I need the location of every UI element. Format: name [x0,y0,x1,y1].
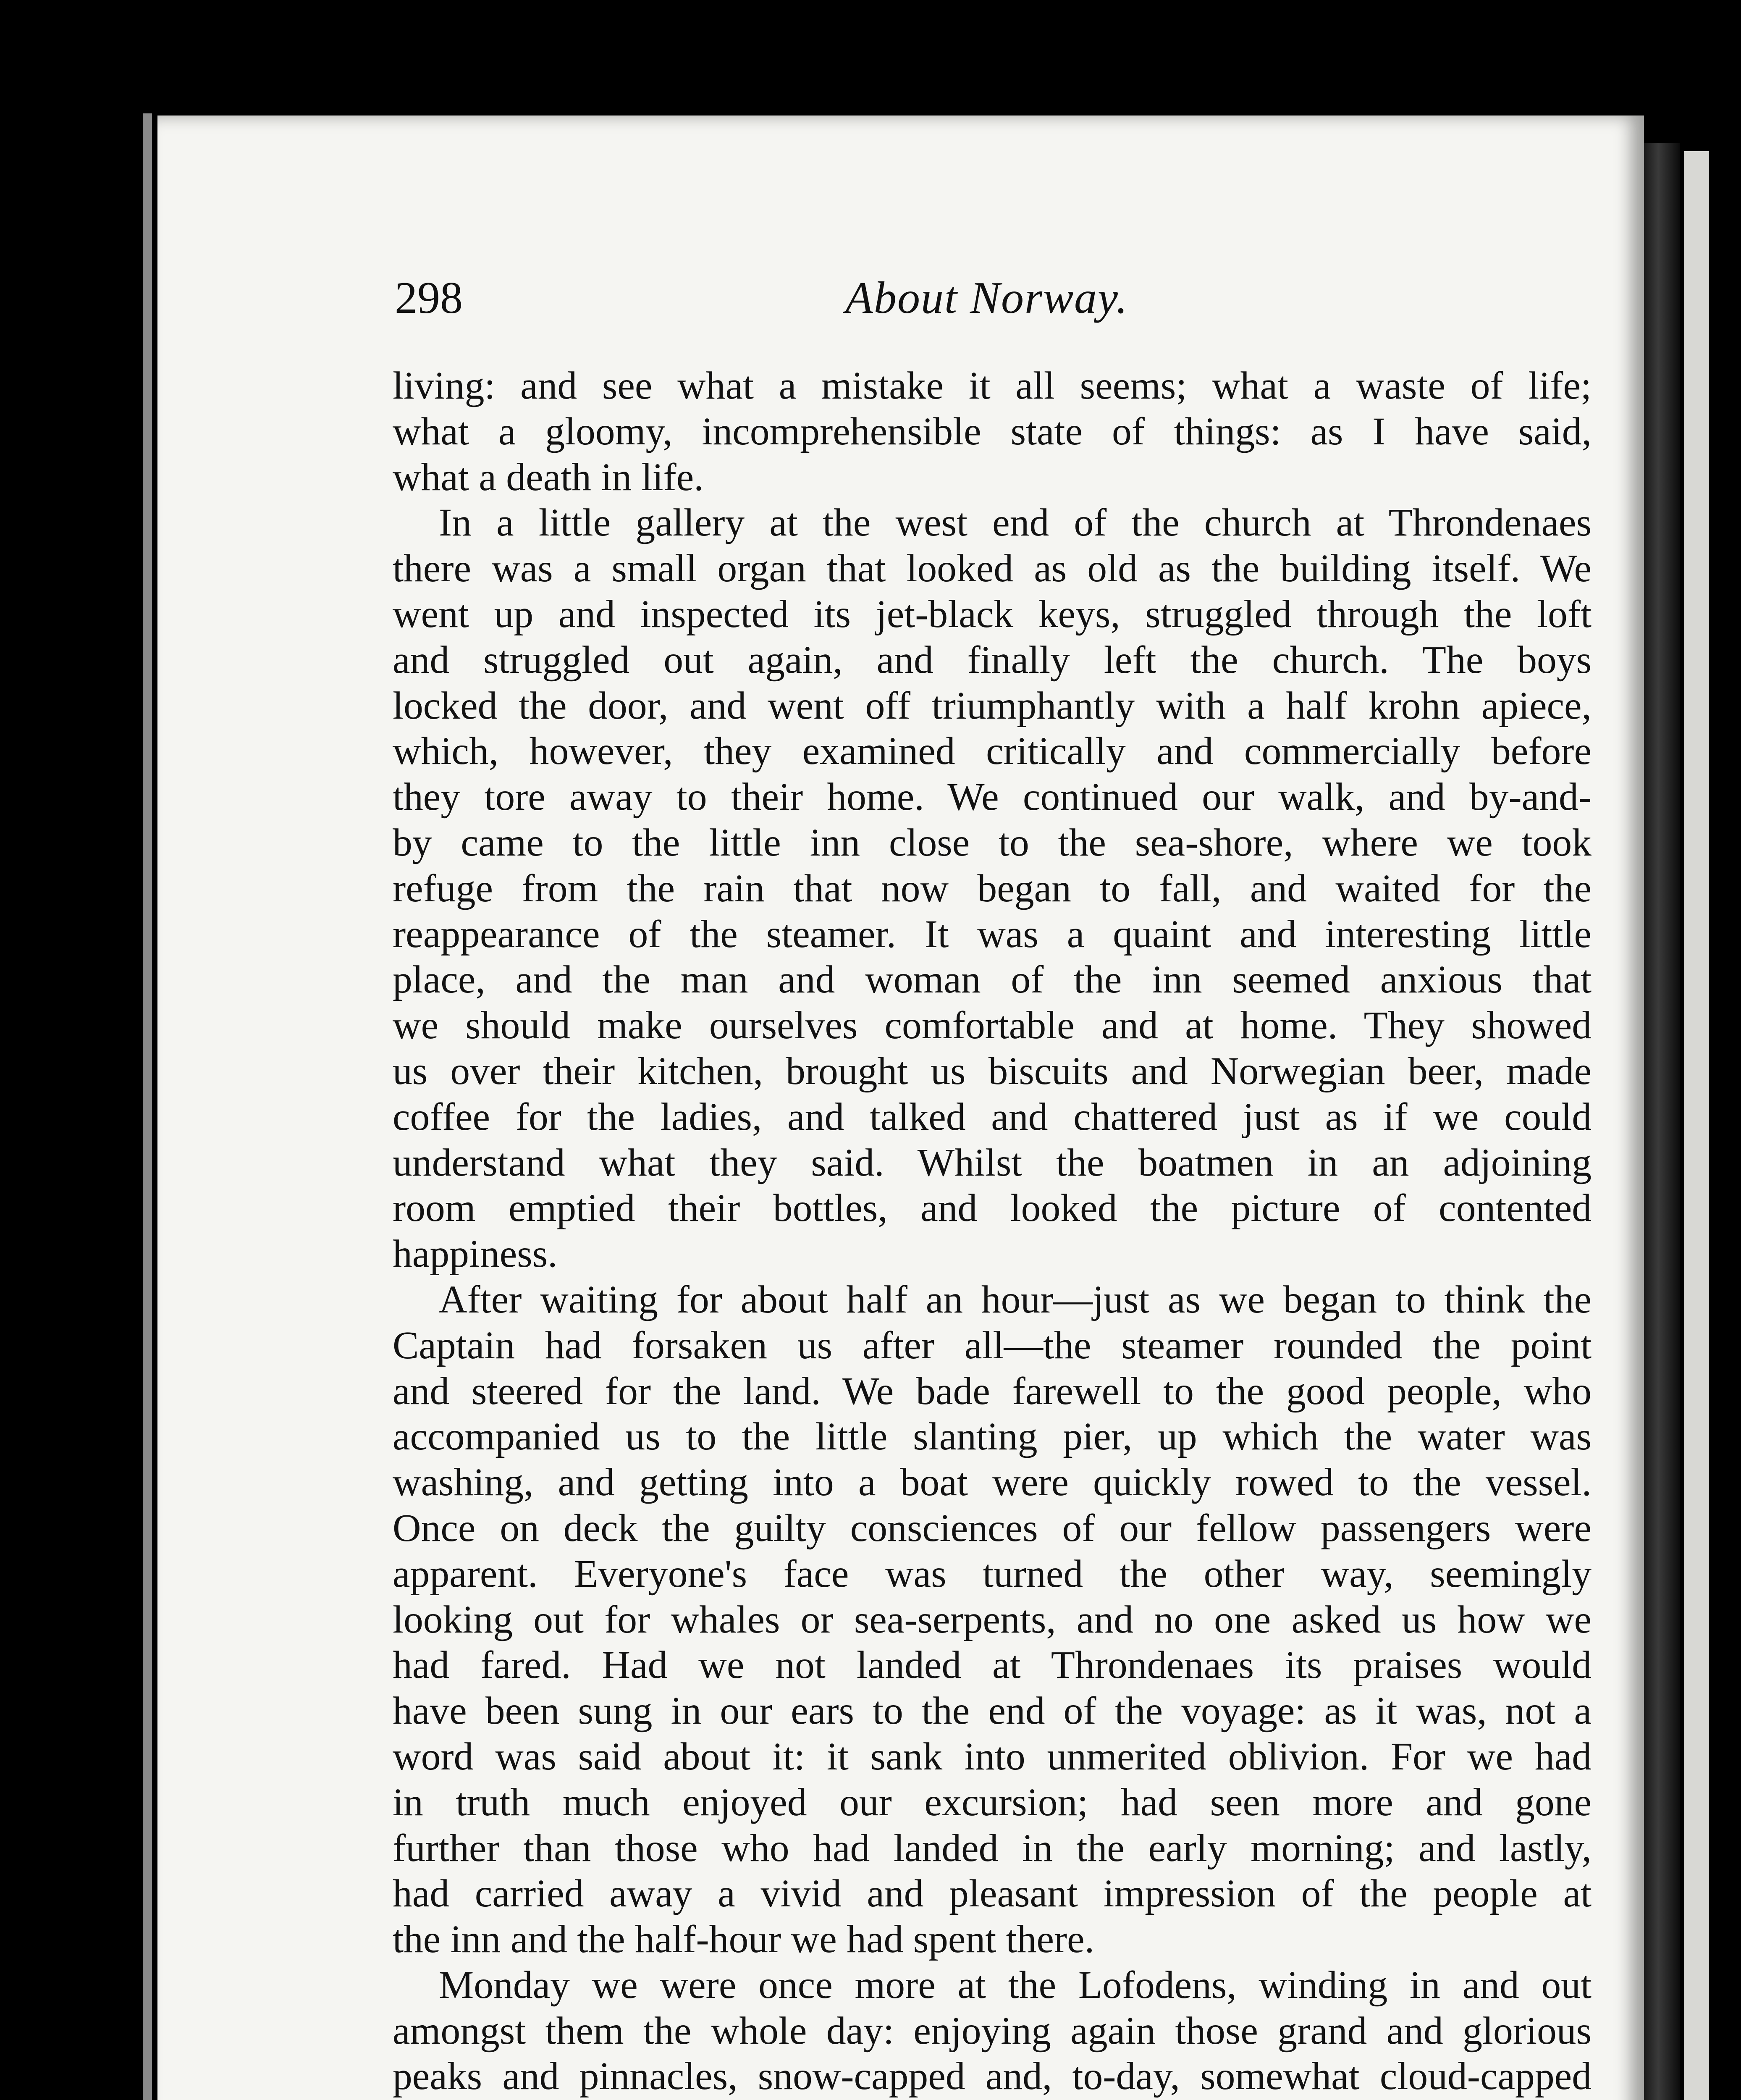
text-line: which, however, they examined critically and commercially before [393,730,1592,773]
text-line: we should make ourselves comfortable and at home. They showed [393,1004,1592,1047]
text-line: accompanied us to the little slanting pier, up which the water was [393,1415,1592,1459]
paragraph [393,500,1592,1277]
next-page-edge [1684,151,1709,2100]
text-line: word was said about it: it sank into unmerited oblivion. For we had [393,1735,1592,1778]
text-line: had carried away a vivid and pleasant impression of the people at [393,1872,1592,1916]
text-line: reappearance of the steamer. It was a quaint and interesting little [393,912,1592,956]
page-binding-edge [143,113,152,2100]
paragraph [393,363,1592,500]
text-line: us over their kitchen, brought us biscuits and Norwegian beer, made [393,1049,1592,1093]
text-line: place, and the man and woman of the inn seemed anxious that [393,958,1592,1002]
text-line: what a gloomy, incomprehensible state of things: as I have said, [393,410,1592,453]
text-line: and steered for the land. We bade farewell to the good people, who [393,1369,1592,1413]
text-line: locked the door, and went off triumphantly with a half krohn apiece, [393,684,1592,727]
text-line: refuge from the rain that now began to fall, and waited for the [393,866,1592,910]
running-title: About Norway. [845,273,1129,323]
text-line: what a death in life. [393,455,704,499]
text-line: room emptied their bottles, and looked the picture of contented [393,1186,1592,1230]
text-line: apparent. Everyone's face was turned the other way, seemingly [393,1552,1592,1596]
paragraph [393,1277,1592,1963]
text-line: living: and see what a mistake it all seems; what a waste of life; [393,364,1592,407]
text-line: and struggled out again, and finally left the church. The boys [393,638,1592,682]
text-line: In a little gallery at the west end of the church at Throndenaes [439,501,1592,545]
text-line: Captain had forsaken us after all—the steamer rounded the point [393,1323,1592,1367]
text-line: washing, and getting into a boat were quickly rowed to the vessel. [393,1461,1592,1504]
page-header [395,269,1579,328]
body-text [393,363,1592,2100]
text-line: by came to the little inn close to the sea-shore, where we took [393,821,1592,864]
text-line: in truth much enjoyed our excursion; had seen more and gone [393,1780,1592,1824]
text-line: amongst them the whole day: enjoying again those grand and glorious [393,2009,1592,2053]
text-line: had fared. Had we not landed at Throndenaes its praises would [393,1643,1592,1687]
text-line: went up and inspected its jet-black keys, struggled through the loft [393,592,1592,636]
text-line: happiness. [393,1232,558,1276]
text-line: the inn and the half-hour we had spent there. [393,1918,1095,1961]
text-line: Monday we were once more at the Lofodens, winding in and out [439,1963,1592,2007]
text-line: they tore away to their home. We continued our walk, and by-and- [393,775,1592,819]
text-line: After waiting for about half an hour—just as we began to think the [439,1278,1592,1321]
text-line: Once on deck the guilty consciences of our fellow passengers were [393,1506,1592,1550]
text-line: understand what they said. Whilst the boatmen in an adjoining [393,1141,1592,1184]
text-line: there was a small organ that looked as old as the building itself. We [393,547,1592,591]
page-gutter-shadow [1644,143,1680,2100]
text-line: further than those who had landed in the early morning; and lastly, [393,1826,1592,1870]
text-line: looking out for whales or sea-serpents, and no one asked us how we [393,1598,1592,1641]
text-line: have been sung in our ears to the end of the voyage: as it was, not a [393,1689,1592,1733]
paragraph [393,1963,1592,2100]
text-line: coffee for the ladies, and talked and chattered just as if we could [393,1095,1592,1139]
page-number: 298 [395,273,463,323]
text-line: peaks and pinnacles, snow-capped and, to-day, somewhat cloud-capped [393,2055,1592,2098]
